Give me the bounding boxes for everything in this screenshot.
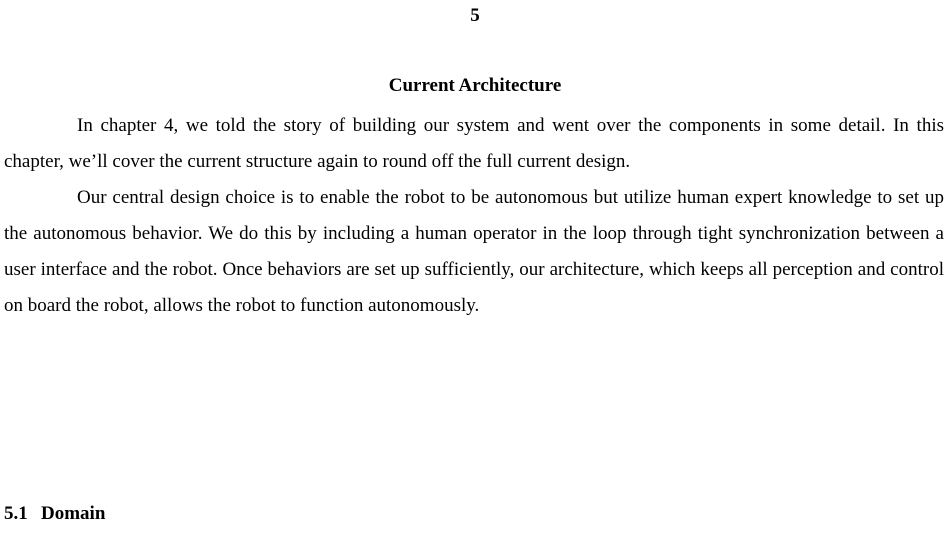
paragraph-design-choice: Our central design choice is to enable the robot to be autonomous but utilize human expert knowledge to set up the autonomous behavior. We do this by including a human operator in the loop through tight synchronization between a user interface and the robot. Once behaviors are set up sufficiently, our architecture, which keeps all perception and control on board the robot, allows the robot to function autonomously.	[4, 187, 944, 316]
section-title: Domain	[41, 503, 106, 524]
body-text	[4, 108, 944, 324]
chapter-title: Current Architecture	[388, 75, 562, 96]
paragraph-intro: In chapter 4, we told the story of building our system and went over the components in some detail. In this chapter, we’ll cover the current structure again to round off the full current design.	[4, 115, 944, 172]
section-number: 5.1	[4, 503, 28, 524]
section-heading	[4, 502, 105, 526]
chapter-number: 5	[470, 5, 480, 26]
